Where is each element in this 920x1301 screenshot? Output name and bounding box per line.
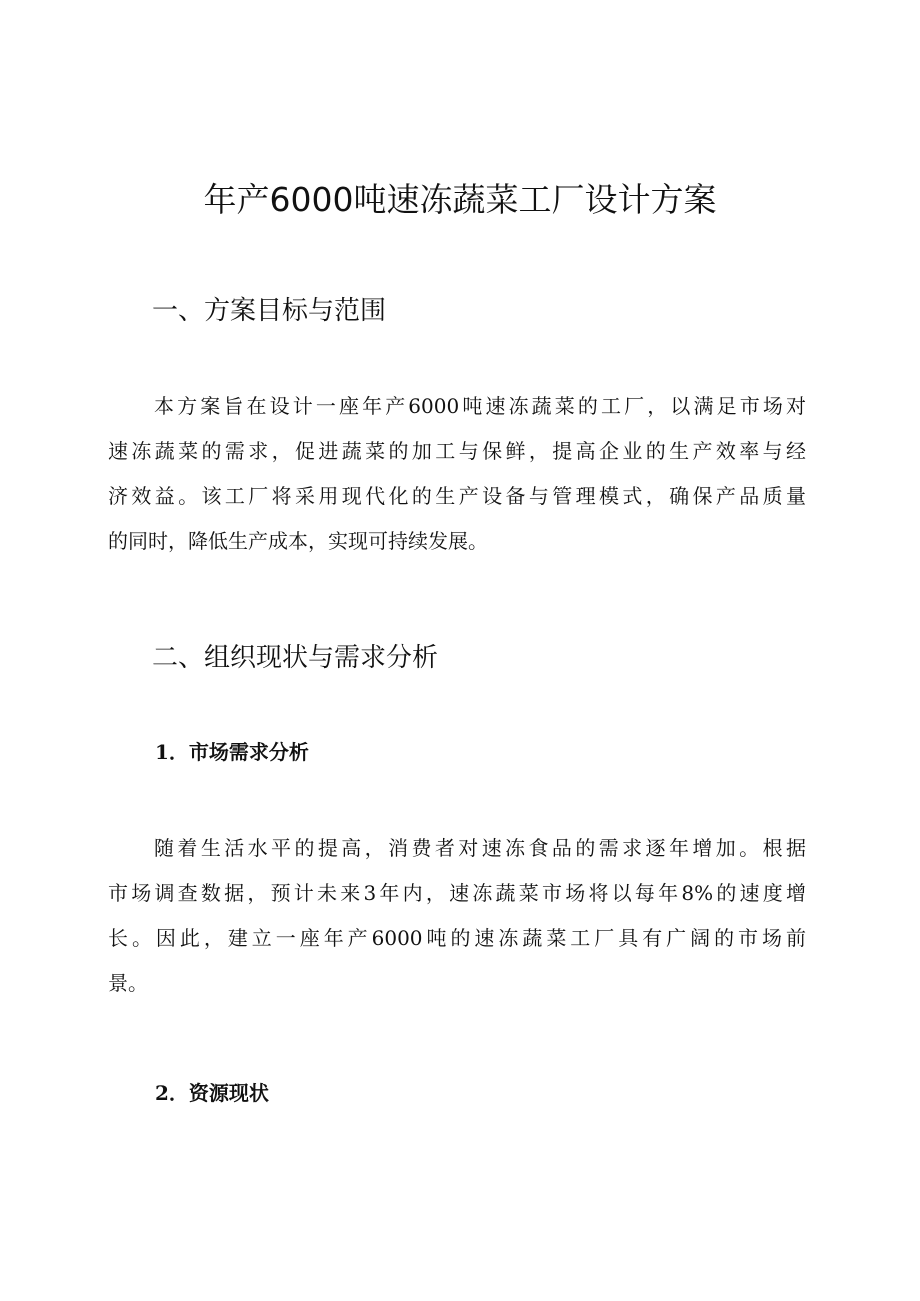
paragraph-line: 景。 [108,971,148,995]
paragraph-line: 随着生活水平的提高，消费者对速冻食品的需求逐年增加。根据 [154,836,806,860]
paragraph-line: 市场调查数据，预计未来3年内，速冻蔬菜市场将以每年8%的速度增 [108,881,806,905]
market-demand-paragraph [108,826,806,1006]
document-title: 年产6000吨速冻蔬菜工厂设计方案 [203,180,717,219]
paragraph-line: 济效益。该工厂将采用现代化的生产设备与管理模式，确保产品质量 [108,484,806,508]
paragraph-line: 长。因此，建立一座年产6000吨的速冻蔬菜工厂具有广阔的市场前 [108,926,806,950]
paragraph-line: 的同时，降低生产成本，实现可持续发展。 [108,529,488,553]
subsection-heading-resources: 2．资源现状 [155,1081,269,1105]
section-1-paragraph [108,384,806,564]
section-heading-1: 一、方案目标与范围 [152,296,387,326]
section-heading-2: 二、组织现状与需求分析 [152,643,439,673]
paragraph-line: 本方案旨在设计一座年产6000吨速冻蔬菜的工厂，以满足市场对 [154,394,806,418]
paragraph-line: 速冻蔬菜的需求，促进蔬菜的加工与保鲜，提高企业的生产效率与经 [108,439,806,463]
subsection-heading-market-demand: 1．市场需求分析 [155,740,309,764]
